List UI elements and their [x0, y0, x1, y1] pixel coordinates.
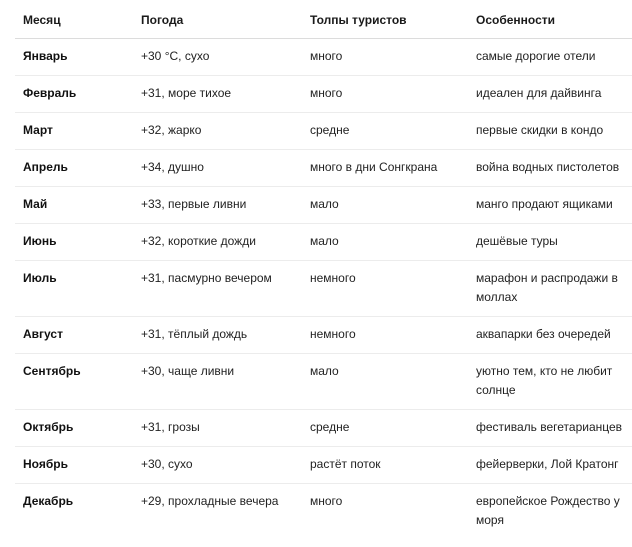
- cell-weather: +32, короткие дожди: [133, 224, 302, 261]
- header-features: Особенности: [468, 3, 632, 39]
- cell-features: марафон и распродажи в моллах: [468, 261, 632, 317]
- cell-month: Июнь: [15, 224, 133, 261]
- cell-weather: +34, душно: [133, 150, 302, 187]
- cell-crowds: мало: [302, 187, 468, 224]
- months-table: [15, 3, 632, 539]
- table-row: [15, 76, 632, 113]
- table-row: [15, 187, 632, 224]
- cell-month: Май: [15, 187, 133, 224]
- cell-features: аквапарки без очередей: [468, 317, 632, 354]
- table-row: [15, 317, 632, 354]
- cell-features: идеален для дайвинга: [468, 76, 632, 113]
- table-row: [15, 39, 632, 76]
- table-row: [15, 410, 632, 447]
- cell-crowds: растёт поток: [302, 447, 468, 484]
- cell-month: Октябрь: [15, 410, 133, 447]
- header-weather: Погода: [133, 3, 302, 39]
- cell-crowds: средне: [302, 410, 468, 447]
- cell-crowds: немного: [302, 317, 468, 354]
- cell-crowds: много: [302, 76, 468, 113]
- cell-month: Сентябрь: [15, 354, 133, 410]
- cell-weather: +30, чаще ливни: [133, 354, 302, 410]
- cell-crowds: немного: [302, 261, 468, 317]
- cell-features: манго продают ящиками: [468, 187, 632, 224]
- cell-features: первые скидки в кондо: [468, 113, 632, 150]
- cell-crowds: мало: [302, 354, 468, 410]
- cell-month: Март: [15, 113, 133, 150]
- cell-features: война водных пистолетов: [468, 150, 632, 187]
- table-header: [15, 3, 632, 39]
- cell-features: фейерверки, Лой Кратонг: [468, 447, 632, 484]
- table-row: [15, 150, 632, 187]
- table-row: [15, 484, 632, 540]
- header-row: [15, 3, 632, 39]
- cell-weather: +32, жарко: [133, 113, 302, 150]
- cell-month: Апрель: [15, 150, 133, 187]
- cell-features: уютно тем, кто не любит солнце: [468, 354, 632, 410]
- cell-month: Январь: [15, 39, 133, 76]
- cell-month: Август: [15, 317, 133, 354]
- cell-weather: +33, первые ливни: [133, 187, 302, 224]
- table-row: [15, 354, 632, 410]
- cell-weather: +31, тёплый дождь: [133, 317, 302, 354]
- cell-crowds: много в дни Сонгкрана: [302, 150, 468, 187]
- cell-month: Ноябрь: [15, 447, 133, 484]
- header-crowds: Толпы туристов: [302, 3, 468, 39]
- header-month: Месяц: [15, 3, 133, 39]
- cell-crowds: много: [302, 39, 468, 76]
- cell-crowds: средне: [302, 113, 468, 150]
- cell-features: самые дорогие отели: [468, 39, 632, 76]
- cell-month: Февраль: [15, 76, 133, 113]
- table-row: [15, 224, 632, 261]
- cell-weather: +31, море тихое: [133, 76, 302, 113]
- cell-weather: +29, прохладные вечера: [141, 494, 279, 508]
- table-row: [15, 113, 632, 150]
- cell-features: европейское Рождество у моря: [476, 494, 620, 527]
- cell-month: Июль: [15, 261, 133, 317]
- cell-month: Декабрь: [23, 494, 74, 508]
- cell-weather: +30 °C, сухо: [133, 39, 302, 76]
- table-body: [15, 39, 632, 540]
- cell-weather: +30, сухо: [133, 447, 302, 484]
- cell-crowds: мало: [302, 224, 468, 261]
- cell-weather: +31, грозы: [133, 410, 302, 447]
- cell-weather: +31, пасмурно вечером: [133, 261, 302, 317]
- cell-features: дешёвые туры: [468, 224, 632, 261]
- cell-features: фестиваль вегетарианцев: [468, 410, 632, 447]
- table-row: [15, 447, 632, 484]
- table-row: [15, 261, 632, 317]
- cell-crowds: много: [310, 494, 343, 508]
